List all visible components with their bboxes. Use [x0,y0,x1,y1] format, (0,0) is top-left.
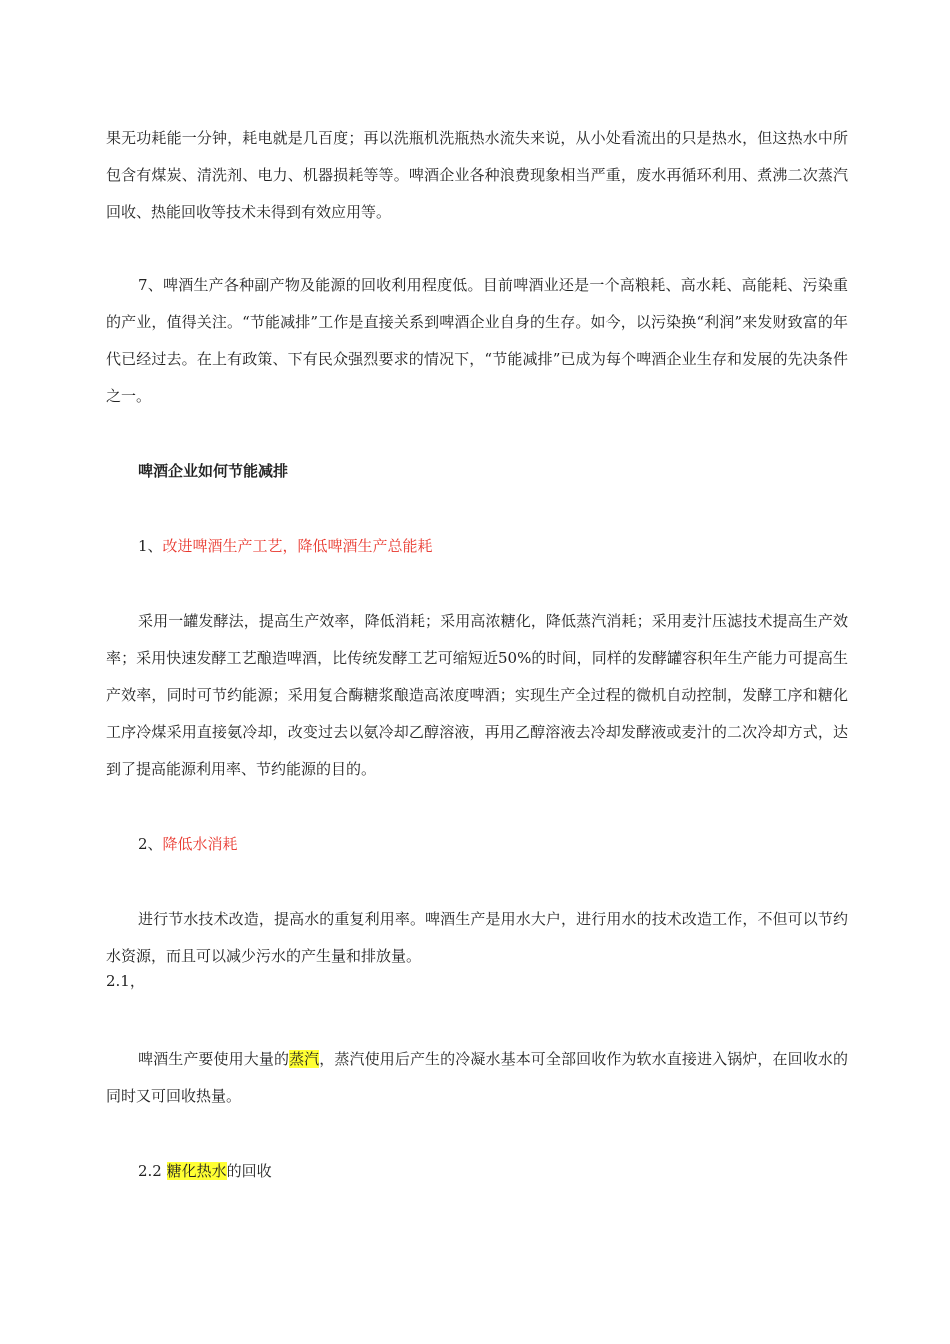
steam-text-pre: 啤酒生产要使用大量的 [138,1050,290,1068]
subsection-1-text: 改进啤酒生产工艺，降低啤酒生产总能耗 [162,537,433,555]
steam-highlight: 蒸汽 [289,1050,320,1068]
paragraph-process: 采用一罐发酵法，提高生产效率，降低消耗；采用高浓糖化，降低蒸汽消耗；采用麦汁压滤技术提高生产效率；采用快速发酵工艺酿造啤酒，比传统发酵工艺可缩短近50%的时间，同样的发酵罐容积年生产能力可提高生产效率，同时可节约能源；采用复合酶糖浆酿造高浓度啤酒；实现生产全过程的微机自动控制，发酵工序和糖化工序冷煤采用直接氨冷却，改变过去以氨冷却乙醇溶液，再用乙醇溶液去冷却发酵液或麦汁的二次冷却方式，达到了提高能源利用率、节约能源的目的。 [106,612,848,778]
subsection-2-text: 降低水消耗 [162,835,238,853]
subsection-2-1-label: 2.1， [106,972,145,990]
subsection-2-2-title [106,1153,848,1190]
subsection-2-number: 2、 [138,835,163,853]
subsection-2-title [106,826,848,863]
document-page [106,120,848,1190]
paragraph-steam [106,1041,848,1115]
steam-text-post: ，蒸汽使用后产生的冷凝水基本可全部回收作为软水直接进入锅炉，在回收水的同时又可回收热量。 [106,1050,848,1105]
section-heading: 啤酒企业如何节能减排 [138,462,289,480]
paragraph-item-7: 7、啤酒生产各种副产物及能源的回收利用程度低。目前啤酒业还是一个高粮耗、高水耗、高能耗、污染重的产业，值得关注。“节能减排”工作是直接关系到啤酒企业自身的生存。如今，以污染换“利润”来发财致富的年代已经过去。在上有政策、下有民众强烈要求的情况下，“节能减排”已成为每个啤酒企业生存和发展的先决条件之一。 [106,276,848,405]
subsection-2-2-text: 的回收 [226,1162,272,1180]
subsection-2-2-highlight: 糖化热水 [166,1162,227,1180]
paragraph-waste: 果无功耗能一分钟，耗电就是几百度；再以洗瓶机洗瓶热水流失来说，从小处看流出的只是热水，但这热水中所包含有煤炭、清洗剂、电力、机器损耗等等。啤酒企业各种浪费现象相当严重，废水再循环利用、煮沸二次蒸汽回收、热能回收等技术未得到有效应用等。 [106,129,848,221]
subsection-1-number: 1、 [138,537,163,555]
subsection-2-2-number: 2.2 [138,1162,167,1180]
paragraph-water: 进行节水技术改造，提高水的重复利用率。啤酒生产是用水大户，进行用水的技术改造工作，不但可以节约水资源，而且可以减少污水的产生量和排放量。 [106,910,848,965]
subsection-1-title [106,528,848,565]
